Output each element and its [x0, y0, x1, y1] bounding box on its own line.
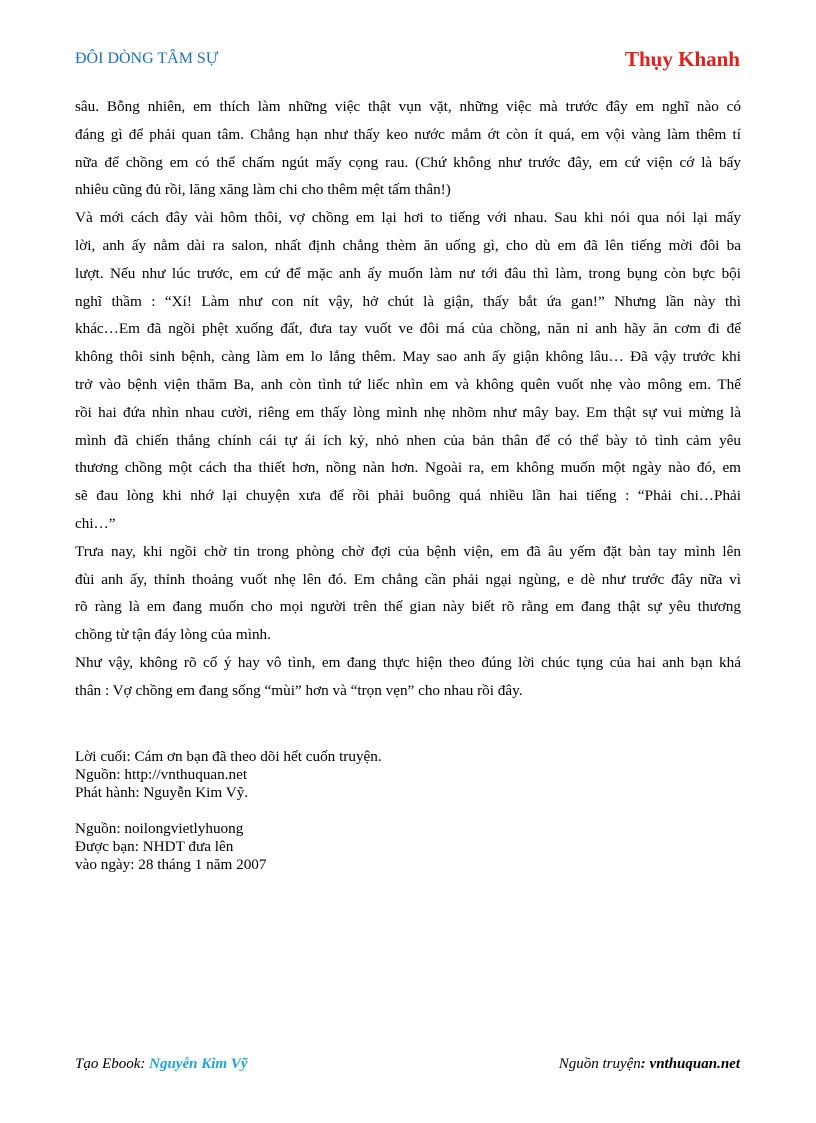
source-label: Nguồn truyện [558, 1056, 641, 1072]
text-line: Như vậy, không rõ cố ý hay vô tình, em đang thực hiện theo đúng lời chúc tụng của hai anh bạn khá [75, 653, 741, 671]
text-line: thương chồng một cách tha thiết hơn, nồng nàn hơn. Ngoài ra, em không muốn một ngày nào đó, em [75, 459, 741, 477]
text-line: lượt. Nếu như lúc trước, em cứ để mặc anh ấy muốn làm nư tới đâu thì làm, trong bụng còn bực bội [75, 264, 741, 282]
text-line: sẽ đau lòng khi nhớ lại chuyện xưa để rồi phải buông quá nhiều lần hai tiếng : “Phải chi…Phải [75, 487, 741, 505]
text-line: mình đã chiến thắng chính cái tự ái ích kỷ, nhỏ nhen của bản thân để có thể bày tỏ tình cảm yêu [75, 431, 741, 449]
paragraph-4 [75, 649, 741, 705]
text-line: chồng từ tận đáy lòng của mình. [75, 626, 271, 644]
text-line: Và mới cách đây vài hôm thôi, vợ chồng em lại hơi to tiếng với nhau. Sau khi nói qua nói lại mấy [75, 209, 741, 227]
closing-origin: Nguồn: noilongvietlyhuong [75, 820, 244, 837]
text-line: nghĩ thầm : “Xí! Làm như con nít vậy, hở chút là giận, thấy bắt ứa gan!” Nhưng lần này thì [75, 292, 741, 310]
text-line: không thôi sinh bệnh, càng làm em lo lắng thêm. May sao anh ấy giận không lâu… Đã vậy trước khi [75, 348, 741, 366]
text-line: nữa để chồng em có thể chấm ngút mấy cọng rau. (Chứ không như trước đây, em cứ viện cớ là bấy [75, 153, 741, 171]
section-title: ĐÔI DÒNG TÂM SỰ [75, 50, 219, 67]
text-line: đùi anh ấy, thỉnh thoảng vuốt nhẹ lên đó. Em chẳng cần phải ngại ngùng, e dè như trước đây nữa vì [75, 570, 741, 588]
text-line: chi…” [75, 514, 116, 532]
closing-source: Nguồn: http://vnthuquan.net [75, 766, 248, 783]
closing-publisher: Phát hành: Nguyễn Kim Vỹ. [75, 784, 249, 801]
text-line: đáng gì để phải quan tâm. Chẳng hạn như thấy keo nước mắm ớt còn ít quá, em vội vàng làm thêm tí [75, 125, 741, 143]
paragraph-3 [75, 538, 741, 649]
text-line: trở vào bệnh viện thăm Ba, anh còn tình tứ liếc nhìn em và không quên vuốt nhẹ vào mông em. Thế [75, 375, 741, 393]
footer-source-credit [559, 1056, 740, 1073]
text-line: khác…Em đã ngồi phệt xuống đất, đưa tay vuốt ve đôi má của chồng, năn nỉ anh hãy ăn cơm đi để [75, 320, 741, 338]
paragraph-2 [75, 204, 741, 538]
closing-posted-date: vào ngày: 28 tháng 1 năm 2007 [75, 856, 267, 873]
ebook-creator-name: Nguyễn Kim Vỹ [149, 1056, 248, 1072]
footer-ebook-credit [75, 1056, 248, 1073]
ebook-label: Tạo Ebook [75, 1056, 141, 1072]
story-body [75, 93, 741, 705]
closing-notes [75, 748, 382, 874]
text-line: lời, anh ấy nằm dài ra salon, nhất định chẳng thèm ăn uống gì, cho dù em đã lên tiếng mời đôi ba [75, 236, 741, 254]
author-name: Thụy Khanh [625, 47, 740, 71]
source-separator: : [640, 1056, 650, 1072]
ebook-separator: : [140, 1056, 150, 1072]
text-line: thân : Vợ chồng em đang sống “mùi” hơn và “trọn vẹn” cho nhau rồi đây. [75, 681, 523, 699]
text-line: nhiêu cũng đủ rồi, lăng xăng làm chi cho thêm mệt tấm thân!) [75, 181, 451, 199]
source-site: vnthuquan.net [649, 1056, 740, 1072]
text-line: rõ ràng là em đang muốn cho mọi người trên thế gian này biết rõ rằng em đang thật sự yêu thương [75, 598, 741, 616]
paragraph-1 [75, 93, 741, 204]
text-line: rồi hai đứa nhìn nhau cười, riêng em thấy lòng mình nhẹ nhõm như mây bay. Em thật sự vui mừng là [75, 403, 741, 421]
text-line: Trưa nay, khi ngồi chờ tin trong phòng chờ đợi của bệnh viện, em đã âu yếm đặt bàn tay mình lên [75, 542, 741, 560]
closing-thanks: Lời cuối: Cám ơn bạn đã theo dõi hết cuốn truyện. [75, 748, 382, 765]
closing-posted-by: Được bạn: NHDT đưa lên [75, 838, 234, 855]
text-line: sâu. Bỗng nhiên, em thích làm những việc thật vụn vặt, những việc mà trước đây em nghĩ nào có [75, 98, 741, 115]
